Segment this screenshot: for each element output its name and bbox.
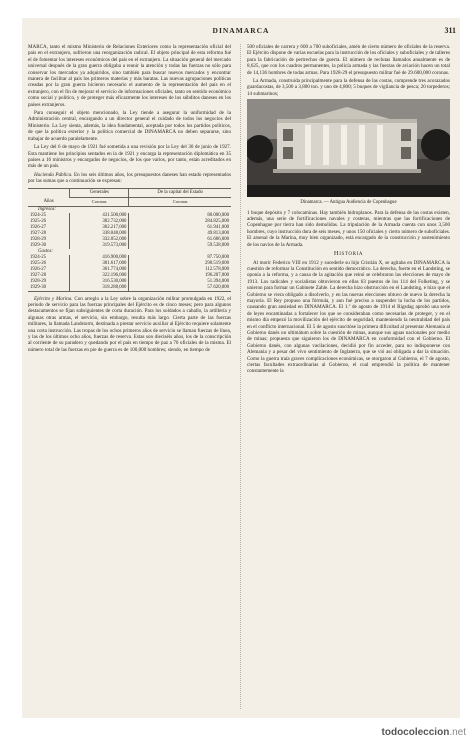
capital-cell: 284.825,000 — [129, 219, 231, 225]
capital-cell: 112.578,000 — [129, 267, 231, 273]
general-cell: 338.048,000 — [70, 231, 129, 237]
building-photo — [247, 99, 450, 197]
year-cell: 1924-25 — [30, 254, 46, 260]
group-label: Ingresos: — [38, 206, 56, 212]
general-cell: 382.732,000 — [70, 219, 129, 225]
column-divider — [240, 44, 241, 709]
table-row — [28, 285, 231, 292]
unit-label: Coronas — [129, 197, 231, 206]
general-cell: 431.500,000 — [70, 213, 129, 219]
courthouse-illustration — [247, 99, 450, 197]
general-cell: 332.052,000 — [70, 237, 129, 243]
capital-cell: 59.538,000 — [129, 243, 231, 249]
general-cell: 416.900,000 — [70, 255, 129, 261]
year-cell: 1927-28 — [30, 272, 46, 278]
paragraph — [28, 172, 231, 185]
paragraph-text: Con arreglo a la Ley sobre la organización militar promulgada en 1922, el período de servicio para las fuerzas principales del Ejército es de cinco meses; pero para algunos destacamentos se fijan subsiguientes de corta duración. Para los soldados a caballo, la artillería y algunas otras armas, el servicio, sin embargo, resulta más largo. Cierta parte de las fuerzas militares, la llamada Landstorm, destinada a prestar servicio auxiliar al Ejército requiere solamente una corta instrucción. Las tropas de los ochos primeros años de servicio se llaman fuerzas de línea, y las de los últimos ocho años, fuerzas de reserva. Estas son dieciséis años, los de la conscripción al corriente de su paradero y quedando por el país en tiempo de paz a 70 oficiales de la misma. El número total de las fuerzas en pie de guerra es de 100,000 hombres; siendo, en tiempo de — [28, 295, 231, 353]
paragraph-lead-heading: Ejército y Marina. — [34, 295, 73, 302]
paragraph: Al morir Federico VIII en 1912 y sucederle su hijo Cristián X, se agitaba en DINAMARCA la cuestión de reformar la Constitución en sentido democrático. La derecha, fuerte en el Landsting, se oponía a la reforma, y a causa de la agitación que reinó se celebraron las elecciones de mayo de 1913. Los radicales y socialistas obtuvieron en ellas 63 puestos de los 114 del Folketing, y se unieron para formar un Gabinete Zahle. La derecha hizo obstrucción en el Landsting, e hizo que el Gobierno se viera obligado a disolverlo, y en las nuevas elecciones obtuvo de nuevo la derecha la mayoría. El Rey propuso una fórmula, y aun fué preciso a suspender la lucha de los partidos, causando gran ansiedad en DINAMARCA. El 1.º de agosto de 1914 el Rigsdag aprobó una serie de leyes encaminadas a fortalecer los que se consideraban como necesarias de proteger, y en el mismo día empezó la movilización del ejército de seguridad, manteniendo la neutralidad del país en el conflicto internacional. El 5 de agosto suscitóse la primera dificultad al presentar Alemania al Gobierno danés un ultimátum sobre la cuestión de minas, aunque sus aguas nacionales por medio de minas; propuesta que siguieron los de DINAMARCA en conformidad con el Gobierno. El Gobierno danés, con algunas vacilaciones, decidió por fin acceder, para no indisponerse con Alemania y a pesar del vivo sentimiento de Inglaterra, que se vió así obligada a dar la situación. Como la guerra traía graves complicaciones económicas, se otorgaron al Gobierno, el 7 de agosto, ciertas facultades extraordinarias al Gobierno, el cual emprendió la política de mantener constantemente la — [247, 259, 450, 375]
column-header-capital: De la capital del Estado — [129, 188, 231, 197]
paragraph: 500 oficiales de carrera y 600 a 700 suboficiales, amén de cierto número de oficiales de la reserva. El Ejército dispone de varias escuelas para la instrucción de los oficiales y suboficiales y de talleres para la fabricación de pertrechos de guerra. El número de reclutas llamados anualmente es de 8,625, que con los cuadros permanentes, la policía armada y las fuerzas de aviación hacen un total de 14,136 hombres de todas armas. Para 1928-29 el presupuesto militar fué de 29.600,000 coronas. — [247, 44, 450, 76]
paragraph: Para conseguir el objeto mencionado, la Ley tiende a asegurar la uniformidad de la Administración central, encargando a un director general el cuidado de todos los negocios del Ministerio. La Ley sienta, además, la idea fundamental, aceptada por todos los partidos políticos, de que la política exterior y la política comercial de DINAMARCA no deben separarse, sino trabajar de acuerdo paralelamente. — [28, 110, 231, 142]
table-header-row — [28, 188, 231, 197]
group-label: Gastos: — [38, 248, 53, 254]
capital-cell: 49.813,000 — [129, 231, 231, 237]
unit-label: Coronas — [70, 197, 129, 206]
right-column — [247, 44, 450, 377]
page-number: 311 — [444, 26, 456, 35]
paragraph: 1 buque depósito y 7 colocaminas. Hay también hidroplanos. Para la defensa de las costas existen, además, una serie de fortificaciones navales y costeras, mientras que las fortificaciones de Copenhague por tierra han sido demolidas. La tripulación de la Armada cuenta con unos 3,500 hombres, cuyo instrucción dura de seis meses, y unos 150 oficiales y cierto número de suboficiales. El arsenal de la Marina, muy bien organizado, está encargado de la construcción y sostenimiento de los navíos de la Armada. — [247, 209, 450, 248]
general-cell: 361.774,000 — [70, 267, 129, 273]
photo-caption: Dinamarca. — Antigua Audiencia de Copenhague — [300, 200, 397, 206]
paragraph: La Armada, construida principalmente para la defensa de las costas, comprende tres acorazados guardacostas, de 3,500 a 3,800 ton. y uno de 4,800; 5 buques de vigilancia de pesca; 20 torpederos; 14 submarinos; — [247, 78, 450, 97]
watermark-logo — [382, 727, 466, 738]
budget-table — [28, 188, 231, 292]
general-cell: 322.196,000 — [70, 273, 129, 279]
capital-cell: 80.000,000 — [129, 213, 231, 219]
paragraph — [28, 296, 231, 354]
paragraph: La Ley del 6 de mayo de 1921 fué sometida a una revisión por la Ley del 30 de junio de 1927. Esta mantiene los principios sentados en la de 1921 y encarga la representación diplomática en 35 países a 16 ministros y encargados de negocios, de los que varios, por tanto, están acreditados en más de un país. — [28, 144, 231, 170]
year-cell: 1925-26 — [30, 260, 46, 266]
watermark-suffix: .net — [449, 727, 466, 738]
general-cell: 318.288,000 — [70, 285, 129, 292]
year-cell: 1924-25 — [30, 212, 46, 218]
capital-cell: 196.207,000 — [129, 273, 231, 279]
capital-cell: 61.686,000 — [129, 237, 231, 243]
capital-cell: 290.519,000 — [129, 261, 231, 267]
column-header-year: Años — [28, 188, 70, 206]
year-cell: 1926-27 — [30, 266, 46, 272]
general-cell: 316.530,000 — [70, 279, 129, 285]
section-heading-historia: Historia — [333, 250, 364, 258]
document-page — [22, 18, 460, 718]
capital-cell: 51.394,000 — [129, 279, 231, 285]
year-cell: 1926-27 — [30, 224, 46, 230]
left-column — [28, 44, 231, 355]
paragraph: MARCA, tanto el mismo Ministerio de Relaciones Exteriores como la representación oficial del país en el extranjero, sufrieron una reorganización radical. El objeto principal de esta reforma fué el de fomentar los intereses económicos del país en el extranjero. La situación general del mercado universal después de la gran guerra obligaba a reunir la atención y todas las fuerzas no sólo para conservar los mercados ya adquiridos, sino también para buscar nuevos mercados y encontrar manera de facilitar al país los primeros materias y más baratas. Las nuevas agrupaciones políticas creadas por la gran guerra hicieron necesario el aumento de la representación del país en el extranjero, con el fin de mejorar el servicio de informaciones oficiales, tanto en sentido económico como social y político, y de proteger más eficazmente los intereses de los súbditos daneses en los países extranjeros. — [28, 44, 231, 108]
general-cell: 319.573,000 — [70, 243, 129, 249]
year-cell: 1928-29 — [30, 236, 46, 242]
capital-cell: 87.750,000 — [129, 255, 231, 261]
year-cell: 1928-29 — [30, 278, 46, 284]
year-cell: 1929-30 — [30, 284, 46, 290]
general-cell: 362.217,000 — [70, 225, 129, 231]
year-cell: 1927-28 — [30, 230, 46, 236]
paragraph-text: En los seis últimos años, los presupuestos daneses han estado representados por las sumas que a continuación se expresan: — [28, 171, 232, 185]
year-cell: 1925-26 — [30, 218, 46, 224]
capital-cell: 61.941,000 — [129, 225, 231, 231]
year-cell: 1929-30 — [30, 242, 46, 248]
general-cell: 381.617,000 — [70, 261, 129, 267]
running-header: DINAMARCA — [212, 26, 270, 35]
capital-cell: 57.620,000 — [129, 285, 231, 292]
column-header-general: Generales — [70, 188, 129, 197]
watermark-brand: todocoleccion — [381, 727, 450, 738]
paragraph-lead-heading: Hacienda Pública. — [34, 171, 73, 178]
